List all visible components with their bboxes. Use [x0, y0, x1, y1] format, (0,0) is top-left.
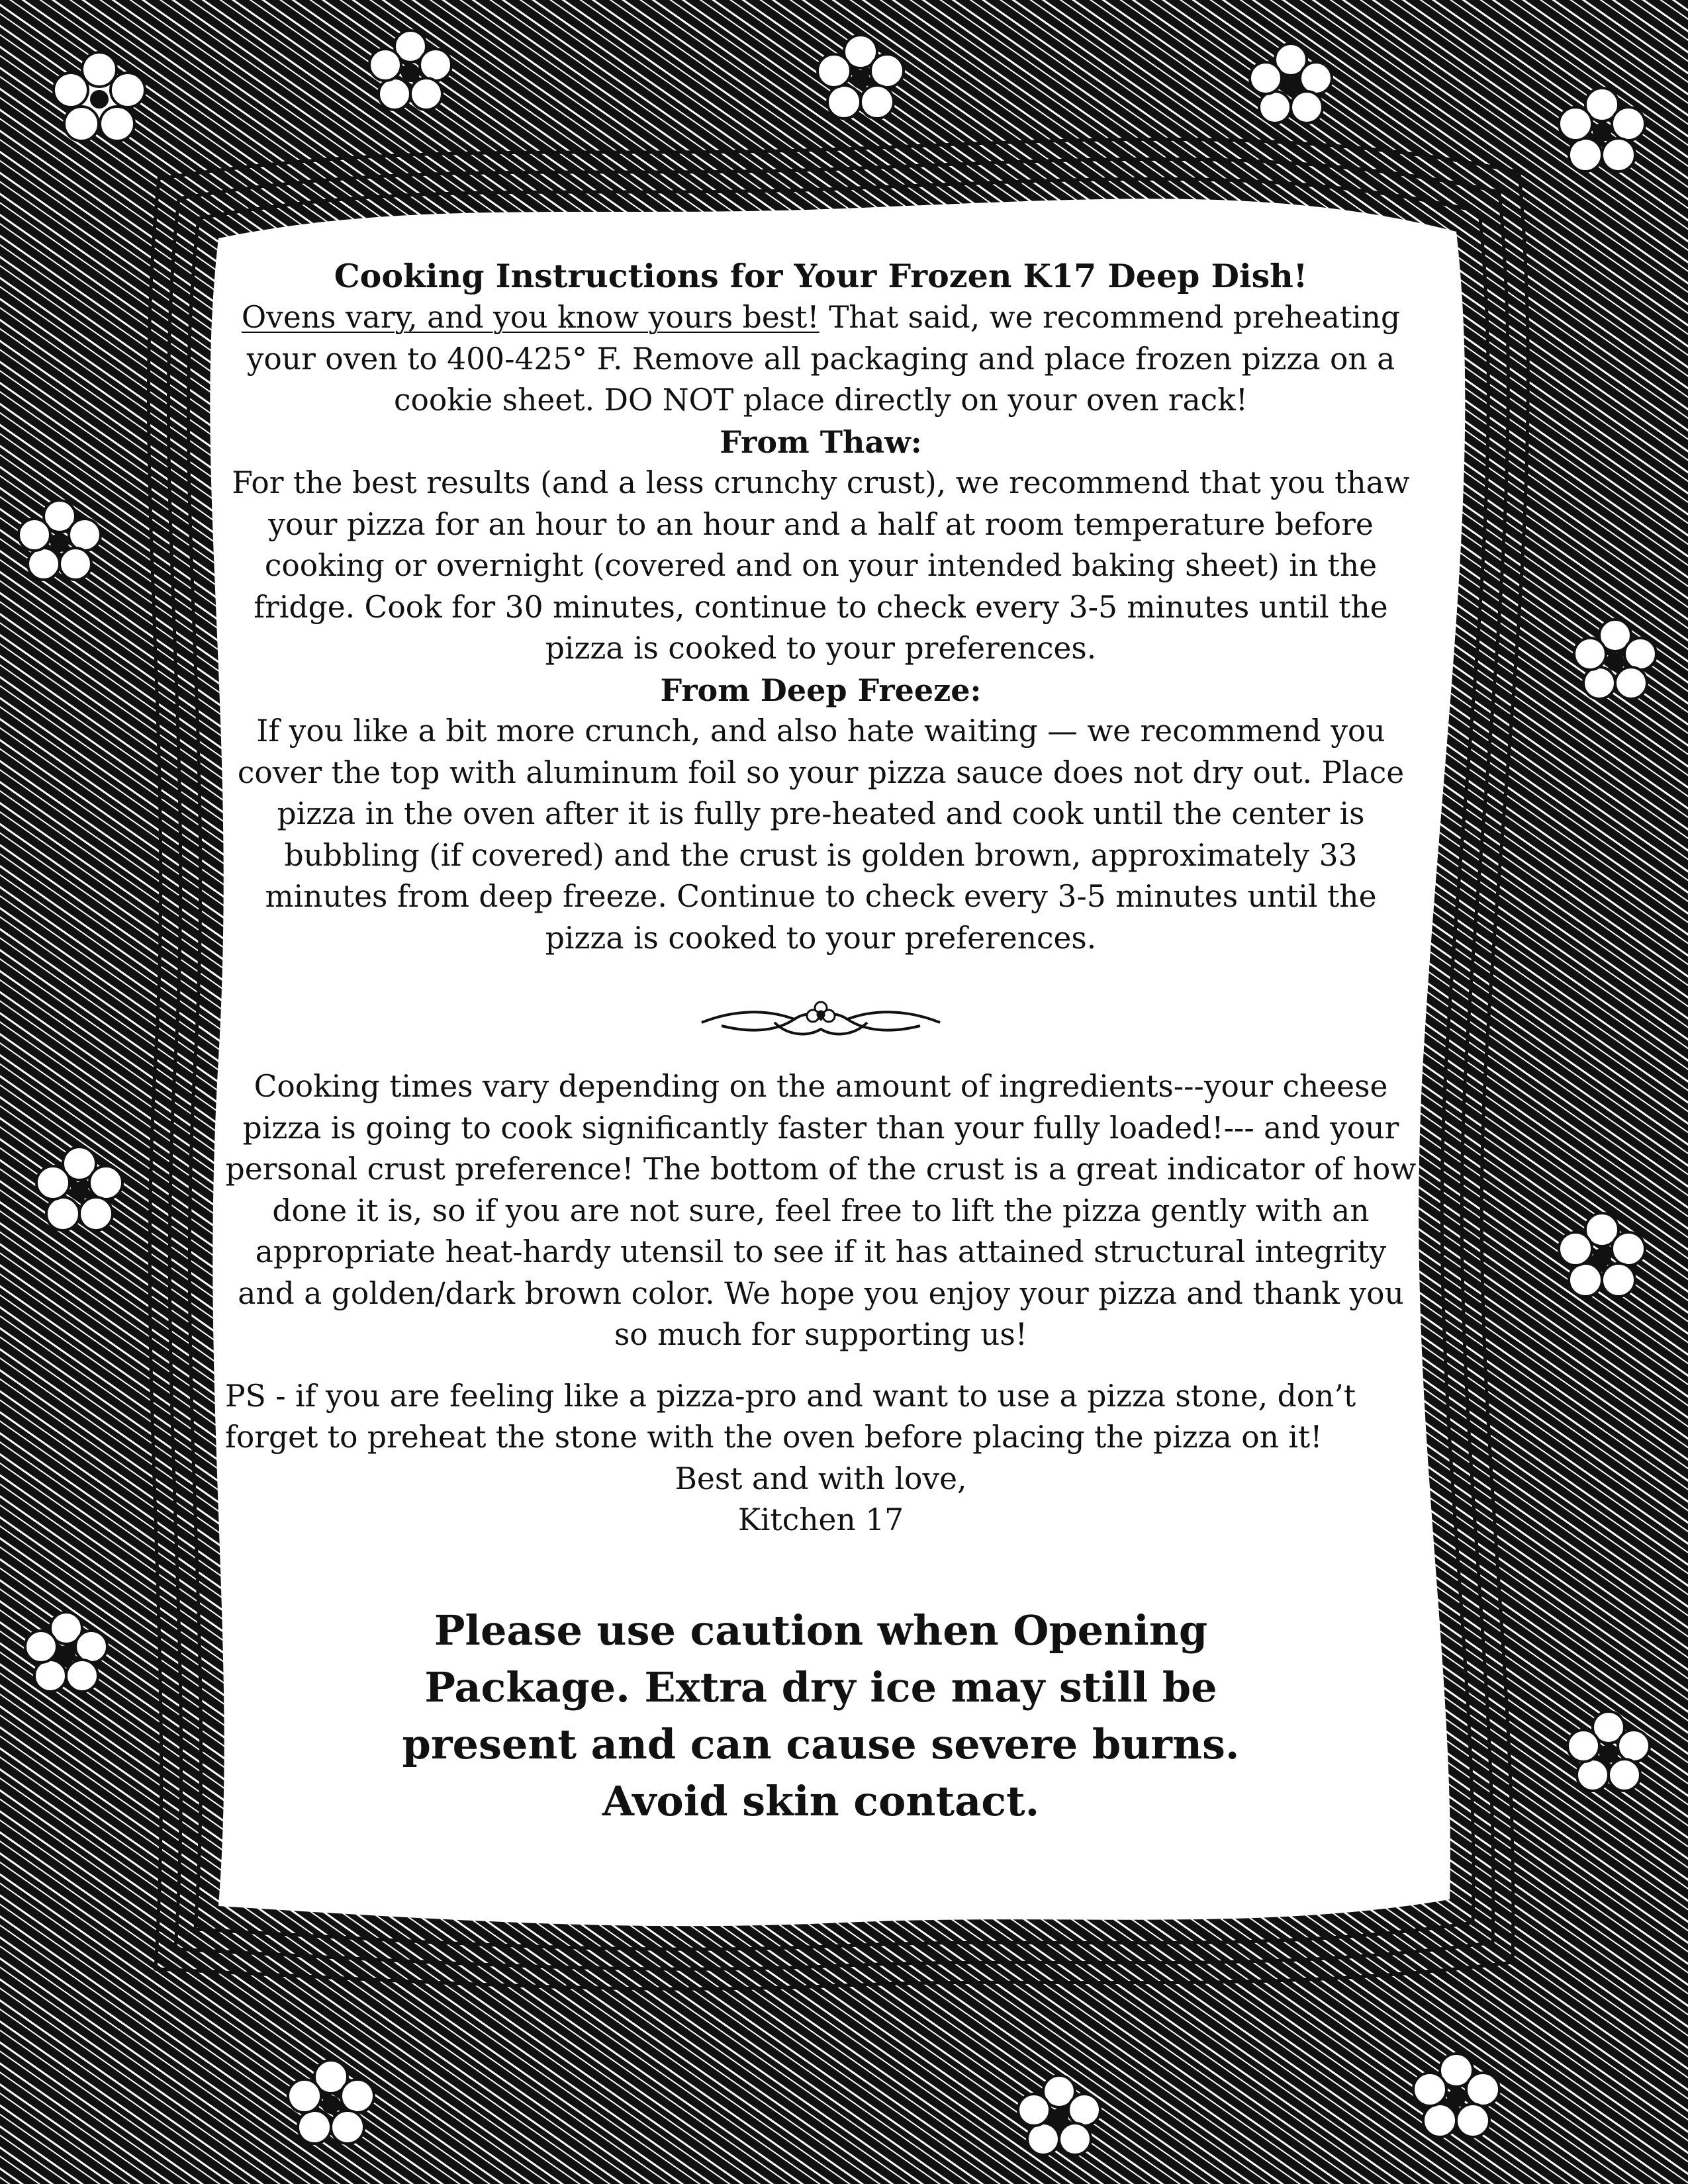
- ps-paragraph: PS - if you are feeling like a pizza-pro and want to use a pizza stone, don’t forget to preheat the stone with the oven before placing the pizza on it!: [225, 1378, 1356, 1455]
- cooking-times-paragraph: Cooking times vary depending on the amount of ingredients---your cheese pizza is going to cook significantly faster than your fully loaded!--- and your personal crust preference! The bottom of the crust is a great indicator of how done it is, so if you are not sure, feel free to lift the pizza gently with an appropriate heat-hardy utensil to see if it has attained structural integrity and a golden/dark brown color. We hope you enjoy your pizza and thank you so much for supporting us!: [225, 1069, 1417, 1352]
- caution-warning: Please use caution when Opening Package. Extra dry ice may still be present and can cause severe burns. Avoid skin contact.: [402, 1606, 1240, 1825]
- signoff-line-2: Kitchen 17: [737, 1502, 904, 1537]
- thaw-heading: From Thaw:: [720, 424, 922, 460]
- signoff-line-1: Best and with love,: [675, 1461, 967, 1496]
- thaw-paragraph: For the best results (and a less crunchy crust), we recommend that you thaw your pizza for an hour to an hour and a half at room temperature before cooking or overnight (covered and on your intended baking sheet) in the fridge. Cook for 30 minutes, continue to check every 3-5 minutes until the pizza is cooked to your preferences.: [232, 465, 1410, 666]
- intro-text: That said, we recommend preheating your oven to 400-425° F. Remove all packaging and place frozen pizza on a cookie sheet. DO NOT place directly on your oven rack!: [246, 300, 1401, 418]
- deep-freeze-heading: From Deep Freeze:: [660, 672, 982, 708]
- instructions-document: [225, 255, 1417, 1830]
- flourish-divider-icon: [695, 996, 947, 1042]
- page-title: Cooking Instructions for Your Frozen K17 Deep Dish!: [334, 257, 1308, 295]
- intro-underlined-text: Ovens vary, and you know yours best!: [241, 300, 820, 335]
- deep-freeze-paragraph: If you like a bit more crunch, and also hate waiting — we recommend you cover the top with aluminum foil so your pizza sauce does not dry out. Place pizza in the oven after it is fully pre-heated and cook until the center is bubbling (if covered) and the crust is golden brown, approximately 33 minutes from deep freeze. Continue to check every 3-5 minutes until the pizza is cooked to your preferences.: [237, 713, 1405, 956]
- intro-paragraph: [225, 297, 1417, 422]
